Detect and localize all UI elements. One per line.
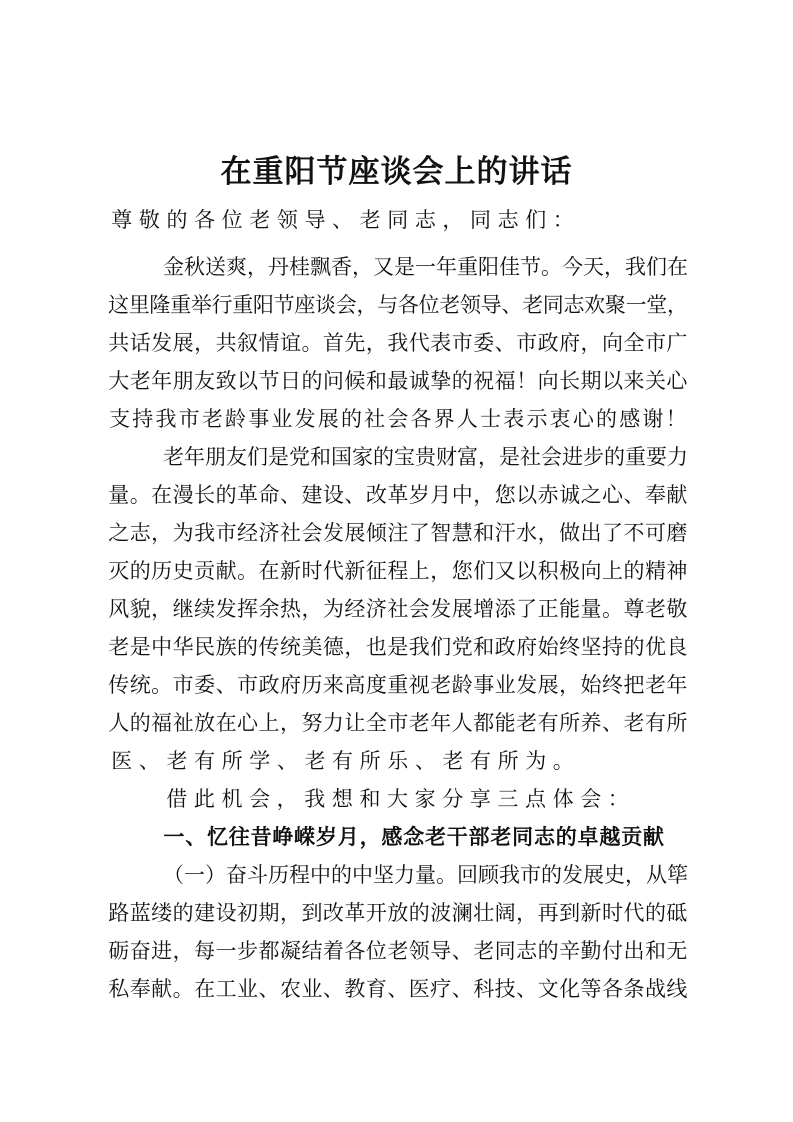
text-line: 大老年朋友致以节日的问候和最诚挚的祝福！向长期以来关心 (108, 369, 688, 393)
text-line: 支 持 我 市 老 龄 事 业 发 展 的 社 会 各 界 人 士 表 示 衷 心 的 感 谢 ！ (109, 407, 687, 431)
text-line: 金秋送爽，丹桂飘香，又是一年重阳佳节。今天，我们在 (163, 255, 688, 279)
section-heading (108, 818, 688, 856)
text-line: 人的福祉放在心上，努力让全市老年人都能老有所养、老有所 (108, 711, 688, 735)
text-line: 私奉献。在工业、农业、教育、医疗、科技、文化等各条战线 (108, 977, 688, 1001)
paragraph (108, 438, 688, 780)
text-line: 老是中华民族的传统美德，也是我们党和政府始终坚持的优良 (108, 635, 688, 659)
paragraph (108, 780, 688, 818)
salutation: 尊 敬 的 各 位 老 领 导 、 老 同 志 ， 同 志 们 ： (111, 208, 574, 232)
text-line: 医 、 老 有 所 学 、 老 有 所 乐 、 老 有 所 为 。 (111, 749, 574, 773)
text-line: 借 此 机 会 ， 我 想 和 大 家 分 享 三 点 体 会 ： (166, 787, 629, 811)
text-line: 砺奋进，每一步都凝结着各位老领导、老同志的辛勤付出和无 (108, 939, 688, 963)
text-line: （一）奋斗历程中的中坚力量。回顾我市的发展史，从筚 (163, 863, 688, 887)
text-line: 风貌，继续发挥余热，为经济社会发展增添了正能量。尊老敬 (108, 597, 688, 621)
text-line: 这里隆重举行重阳节座谈会，与各位老领导、老同志欢聚一堂， (108, 293, 688, 317)
text-line: 传统。市委、市政府历来高度重视老龄事业发展，始终把老年 (108, 673, 688, 697)
text-line: 老年朋友们是党和国家的宝贵财富，是社会进步的重要力 (163, 445, 688, 469)
text-line: 量。在漫长的革命、建设、改革岁月中，您以赤诚之心、奉献 (108, 483, 688, 507)
text-line: 一、忆往昔峥嵘岁月，感念老干部老同志的卓越贡献 (163, 825, 664, 849)
text-line: 灭的历史贡献。在新时代新征程上，您们又以积极向上的精神 (108, 559, 688, 583)
paragraph (108, 856, 688, 1008)
document-title: 在重阳节座谈会上的讲话 (220, 154, 573, 190)
document-body (108, 201, 688, 1008)
text-line: 之志，为我市经济社会发展倾注了智慧和汗水，做出了不可磨 (108, 521, 688, 545)
paragraph (108, 248, 688, 438)
text-line: 共话发展，共叙情谊。首先，我代表市委、市政府，向全市广 (108, 331, 688, 355)
text-line: 路蓝缕的建设初期，到改革开放的波澜壮阔，再到新时代的砥 (108, 901, 688, 925)
